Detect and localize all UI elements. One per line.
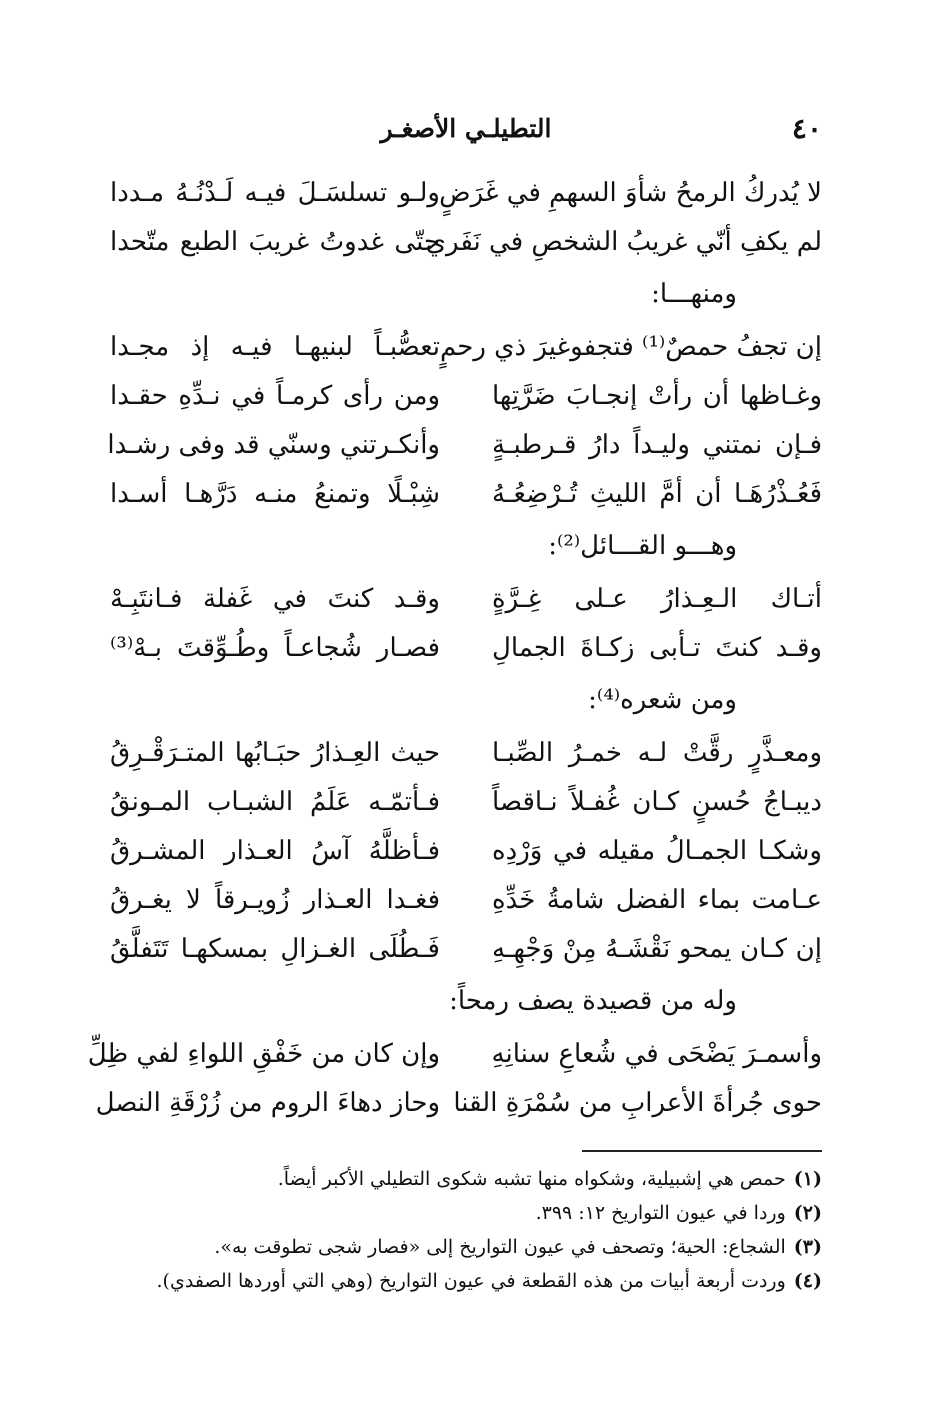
verse-line	[95, 1078, 822, 1127]
verse-first-hemistich: عـامت بماء الفضل شامةُ خَدِّهِ	[492, 884, 822, 915]
verse-first-hemistich: وقـد كنتَ تـأبى زكـاةَ الجمالِ	[492, 632, 822, 663]
verse-second-hemistich: شِبْـلًا وتمنعُ منـه دَرَّهـا أسـدا	[110, 478, 440, 509]
poem-section	[87, 973, 822, 1127]
verse-first-hemistich: حوى جُرأةَ الأعرابِ من سُمْرَةِ القنا	[453, 1087, 822, 1118]
footnotes	[110, 1150, 822, 1298]
verse-first-hemistich: وغـاظها أن رأتْ إنجـابَ ضَرَّتِها	[492, 380, 822, 411]
page-number: ٤٠	[791, 112, 822, 145]
poem-section	[107, 266, 822, 518]
verse-line	[110, 217, 822, 266]
section-heading: وله من قصيدة يصف رمحاً:	[449, 986, 737, 1016]
verse-second-hemistich: وقـد كنتَ في غَفلة فـانتَبِـهْ	[110, 583, 440, 614]
verse-line	[110, 728, 822, 777]
verse-second-hemistich: فَـطُلَى الغـزالِ بمسكهـا تَتَفلَّقُ	[110, 933, 440, 964]
poem-body	[87, 168, 822, 1127]
verse-first-hemistich: إن تجفُ حمصٌ⁽¹⁾ فتجفوغيرَ ذي رحمٍ	[439, 331, 822, 362]
footnote	[110, 1196, 822, 1230]
verse-line	[107, 420, 822, 469]
footnote-text: الشجاع: الحية؛ وتصحف في عيون التواريخ إلى «فصار شجى تطوقت به».	[214, 1236, 786, 1258]
poem-section	[110, 168, 822, 266]
verse-second-hemistich: فصـار شُجاعـاً وطُـوِّقتَ بـهْ⁽³⁾	[110, 632, 440, 663]
verse-first-hemistich: وشكـا الجمـالُ مقيله في وَرْدِه	[492, 835, 822, 866]
footnote	[110, 1230, 822, 1264]
verse-second-hemistich: فـأظلَّهُ آسُ العـذار المشـرقُ	[110, 835, 440, 866]
footnote-number: (٣)	[793, 1236, 822, 1258]
poem-section	[110, 672, 822, 973]
footnote-number: (١)	[793, 1168, 822, 1190]
section-heading: وهـــو القـــائل⁽²⁾:	[548, 531, 737, 561]
poem-section	[110, 518, 822, 672]
verse-first-hemistich: فـإن نمتني وليـداً دارُ قـرطبـةٍ	[492, 429, 822, 460]
section-heading: ومن شعره⁽⁴⁾:	[588, 685, 737, 715]
footnote-text: وردت أربعة أبيات من هذه القطعة في عيون التواريخ (وهي التي أوردها الصفدي).	[156, 1270, 786, 1292]
verse-second-hemistich: حتّى غدوتُ غريبَ الطبع متّحدا	[110, 226, 440, 257]
verse-second-hemistich: ولـو تسلسَـلَ فيـه لَـدْنُـهُ مـددا	[110, 177, 440, 208]
footnote-text: حمص هي إشبيلية، وشكواه منها تشبه شكوى التطيلي الأكبر أيضاً.	[277, 1168, 786, 1190]
footnote-divider	[582, 1150, 822, 1152]
page-header	[110, 112, 822, 152]
verse-line	[110, 826, 822, 875]
verse-first-hemistich: ديبـاجُ حُسنٍ كـان غُفـلاً نـاقصاً	[492, 786, 822, 817]
verse-line	[110, 322, 822, 371]
verse-first-hemistich: لم يكفِ أنّي غريبُ الشخصِ في نَفَري	[425, 226, 822, 257]
footnote	[110, 1264, 822, 1298]
verse-line	[110, 623, 822, 672]
verse-first-hemistich: وأسمـرَ يَضْحَى في شُعاعِ سنانِهِ	[491, 1038, 822, 1069]
verse-second-hemistich: وحاز دهاءَ الروم من زُرْقَةِ النصل	[95, 1087, 440, 1118]
footnote-number: (٤)	[793, 1270, 822, 1292]
verse-first-hemistich: أتـاك الـعِـذارُ عـلى غِـرَّةٍ	[492, 583, 822, 614]
verse-line	[87, 1029, 822, 1078]
section-heading: ومنهـــا:	[651, 279, 737, 309]
verse-first-hemistich: ومعـذَّرٍ رقَّتْ لـه خمـرُ الصِّبـا	[492, 737, 822, 768]
verse-first-hemistich: إن كـان يمحو نَقْشَـهُ مِنْ وَجْهِـهِ	[492, 933, 822, 964]
footnote-text: وردا في عيون التواريخ ١٢: ٣٩٩.	[535, 1202, 786, 1224]
verse-second-hemistich: وإن كان من خَفْقِ اللواءِ لفي ظِلِّ	[87, 1038, 440, 1069]
footnote-number: (٢)	[793, 1202, 822, 1224]
verse-line	[110, 875, 822, 924]
verse-second-hemistich: فـأتمّـه عَلَمُ الشبـاب المـونقُ	[110, 786, 440, 817]
verse-second-hemistich: فغـدا العـذار زُويـرقاً لا يغـرقُ	[110, 884, 440, 915]
footnote	[110, 1162, 822, 1196]
running-title: التطيلـي الأصغـر	[380, 114, 552, 143]
verse-second-hemistich: تعصُّبـاً لبنيهـا فيـه إذ مجـدا	[110, 331, 440, 362]
verse-first-hemistich: فَعُـذْرُهَـا أن أمَّ الليثِ تُـرْضِعُـهُ	[492, 478, 822, 509]
verse-line	[110, 574, 822, 623]
verse-line	[110, 777, 822, 826]
verse-first-hemistich: لا يُدركُ الرمحُ شأوَ السهمِ في غَرَضٍ	[439, 177, 822, 208]
verse-line	[110, 469, 822, 518]
verse-second-hemistich: وأنكـرتني وسنّي قد وفى رشـدا	[107, 429, 440, 460]
verse-line	[110, 371, 822, 420]
verse-line	[110, 168, 822, 217]
verse-second-hemistich: ومن رأى كرمـاً في نـدِّهِ حقـدا	[110, 380, 440, 411]
verse-line	[110, 924, 822, 973]
verse-second-hemistich: حيث العِـذارُ حبَـابُها المتـرَقْـرِقُ	[110, 737, 440, 768]
